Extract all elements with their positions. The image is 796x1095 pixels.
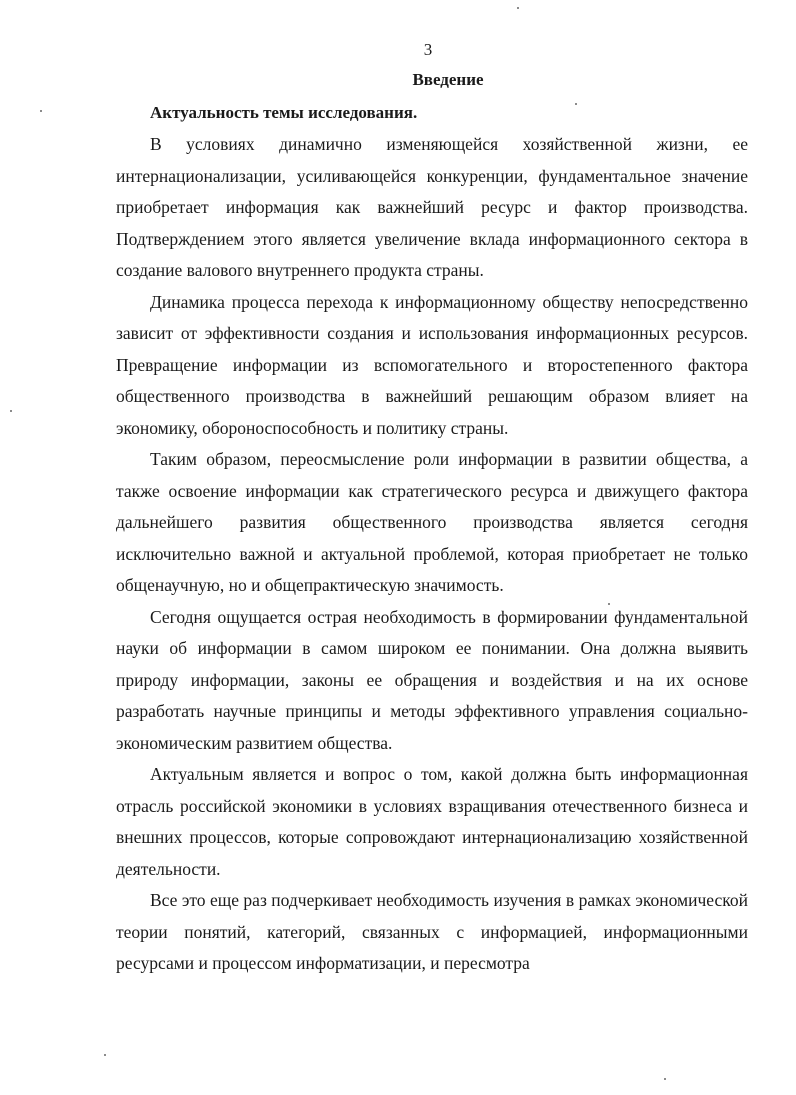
- paragraph: Таким образом, переосмысление роли информации в развитии общества, а также освоение информации как стратегического ресурса и движущего фактора дальнейшего развития общественного производства является сегодня исключительно важной и актуальной проблемой, которая приобретает не только общенаучную, но и общепрактическую значимость.: [116, 449, 748, 595]
- paragraph: В условиях динамично изменяющейся хозяйственной жизни, ее интернационализации, усиливающейся конкуренции, фундаментальное значение приобретает информация как важнейший ресурс и фактор производства. Подтверждением этого является увеличение вклада информационного сектора в создание валового внутреннего продукта страны.: [116, 134, 748, 280]
- scan-speck: [40, 110, 42, 112]
- body-text: [116, 129, 748, 980]
- scan-speck: [104, 1054, 106, 1056]
- scan-speck: [664, 1078, 666, 1080]
- section-heading: Введение: [412, 70, 484, 89]
- scan-speck: [608, 603, 610, 605]
- subsection-heading: Актуальность темы исследования.: [150, 103, 418, 122]
- paragraph: Все это еще раз подчеркивает необходимость изучения в рамках экономической теории понятий, категорий, связанных с информацией, информационными ресурсами и процессом информатизации, и пересмотра: [116, 890, 748, 973]
- scan-speck: [575, 103, 577, 105]
- scan-speck: [517, 7, 519, 9]
- page-number: 3: [423, 40, 433, 59]
- scan-speck: [10, 410, 12, 412]
- paragraph: Динамика процесса перехода к информационному обществу непосредственно зависит от эффективности создания и использования информационных ресурсов. Превращение информации из вспомогательного и второстепенного фактора общественного производства в важнейший решающим образом влияет на экономику, обороноспособность и политику страны.: [116, 291, 748, 438]
- paragraph: Сегодня ощущается острая необходимость в формировании фундаментальной науки об информации в самом широком ее понимании. Она должна выявить природу информации, законы ее обращения и воздействия и на их основе разработать научные принципы и методы эффективного управления социально-экономическим развитием общества.: [116, 606, 748, 753]
- paragraph: Актуальным является и вопрос о том, какой должна быть информационная отрасль российской экономики в условиях взращивания отечественного бизнеса и внешних процессов, которые сопровождают интернационализацию хозяйственной деятельности.: [116, 764, 748, 879]
